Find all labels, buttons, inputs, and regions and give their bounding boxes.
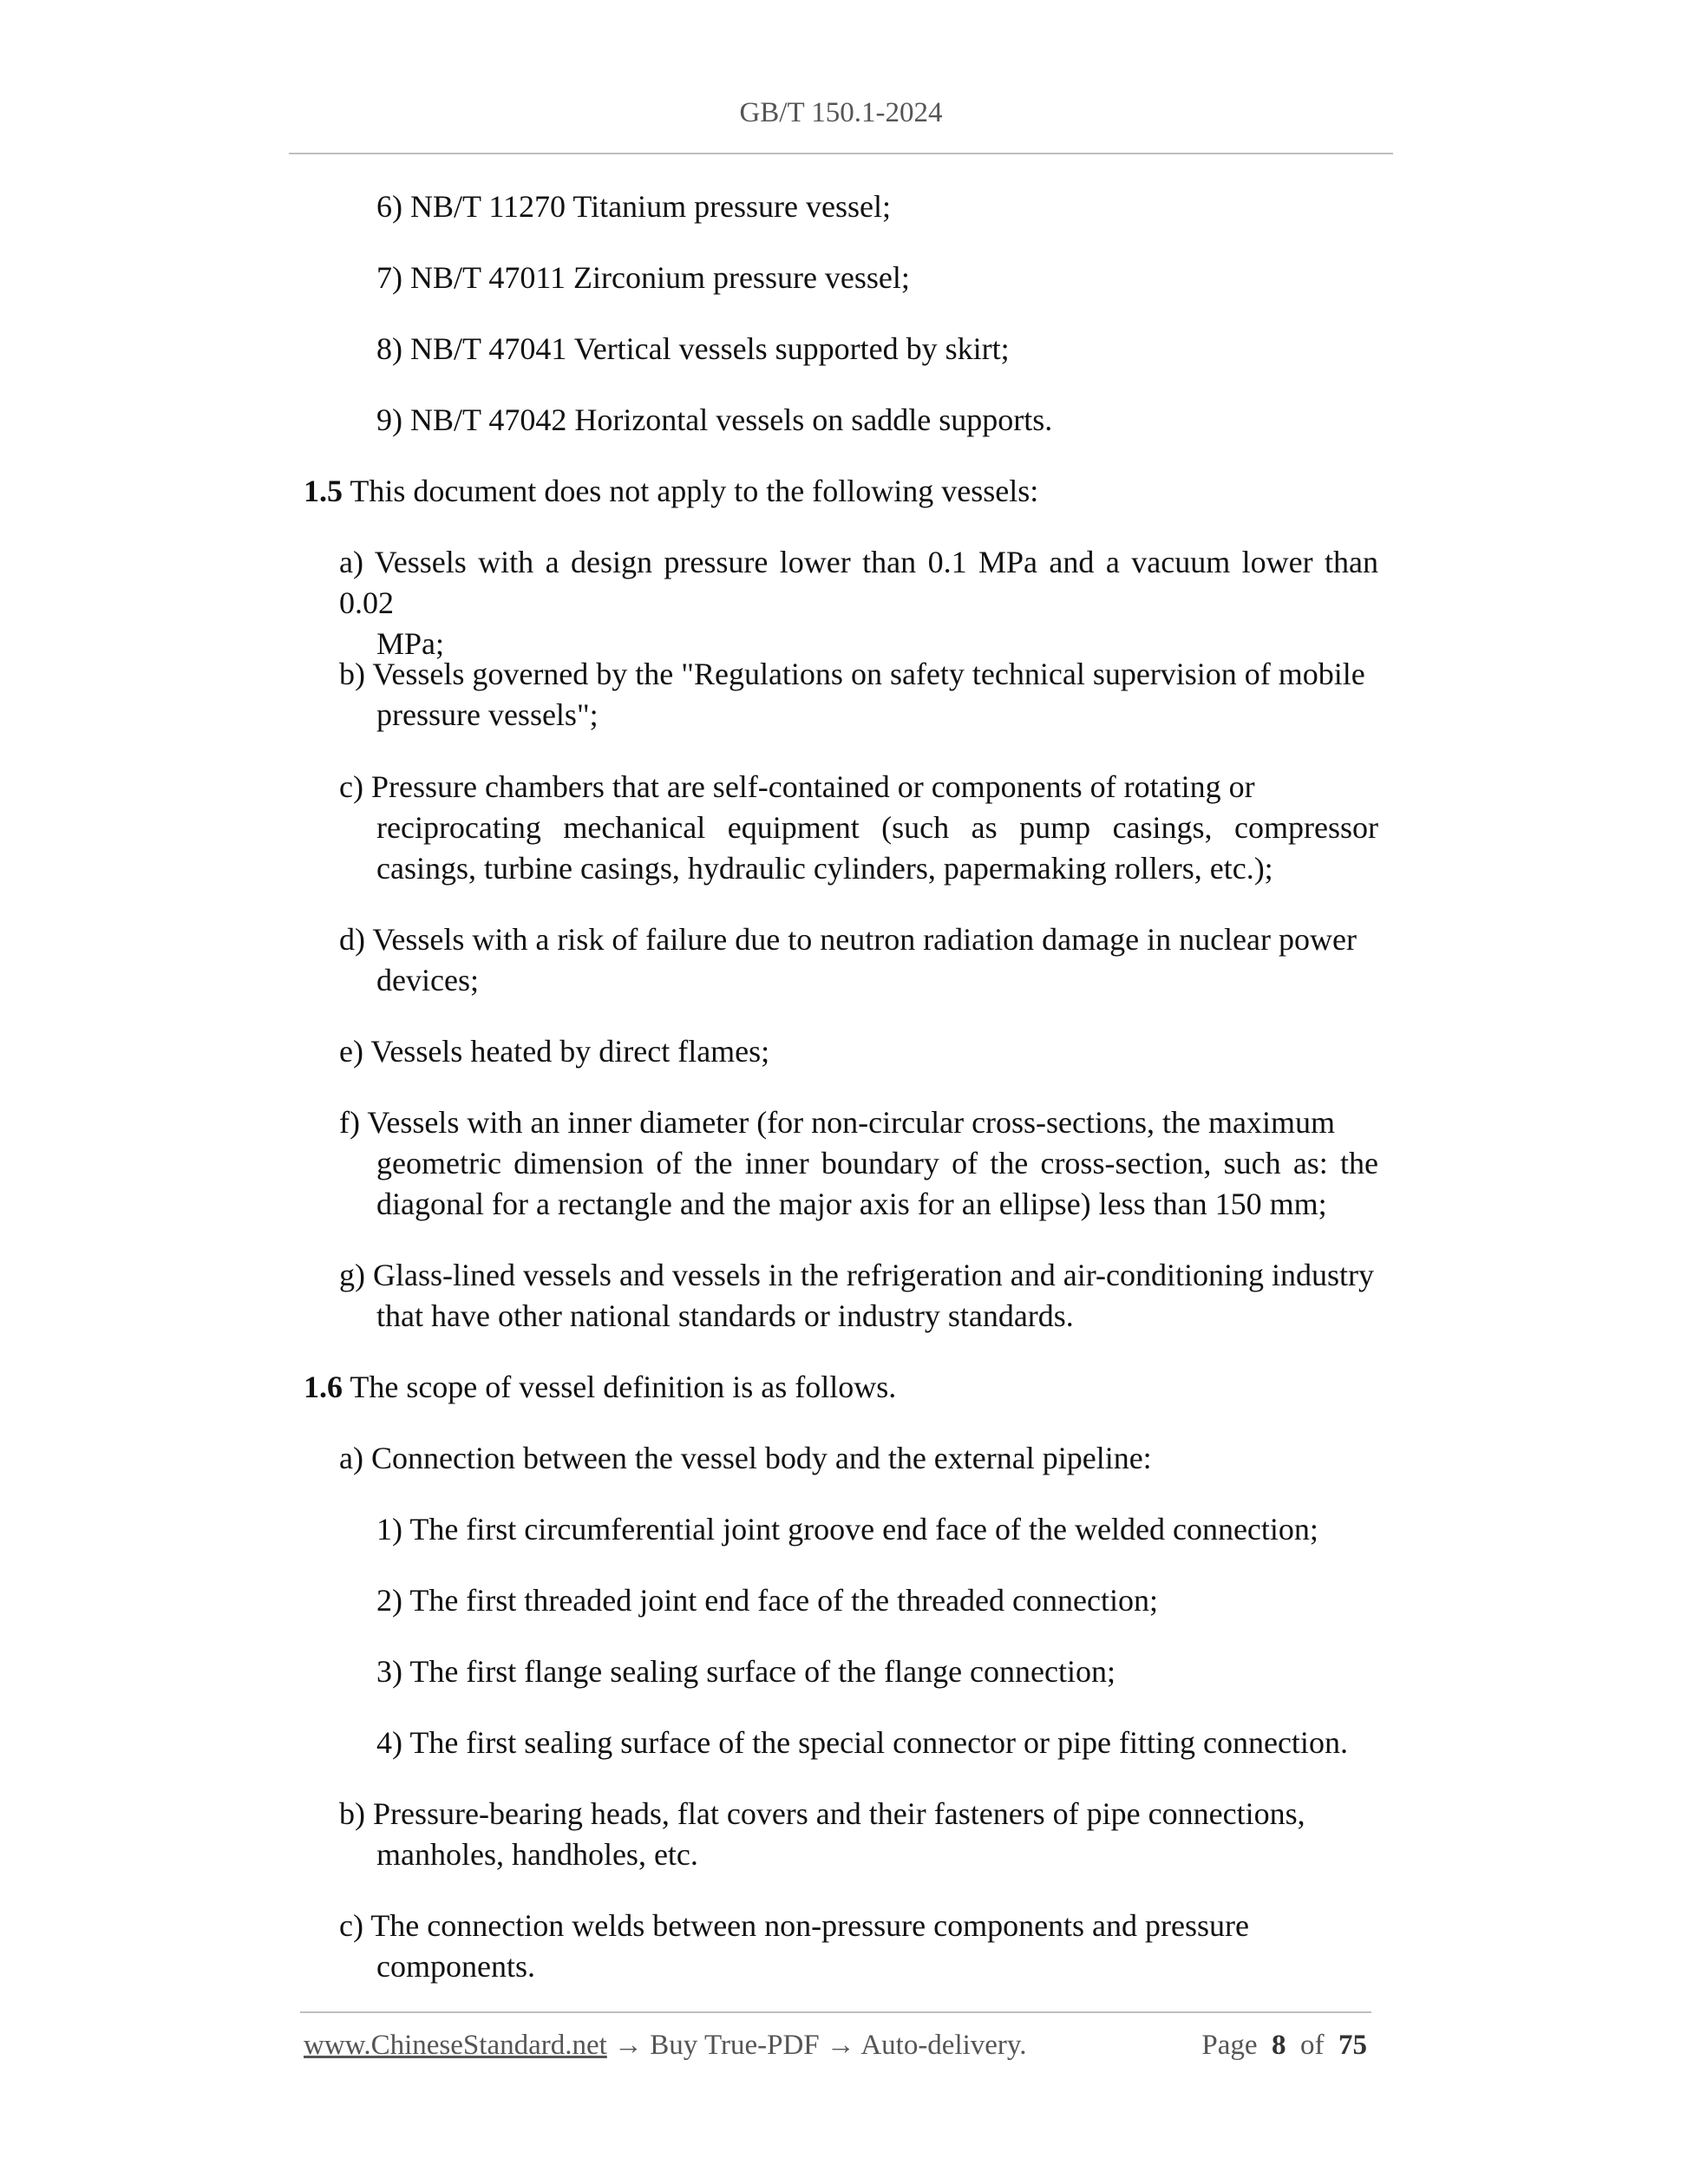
exclusion-item-b [339, 654, 1378, 736]
header-divider [289, 153, 1393, 154]
footer-divider [300, 2011, 1371, 2013]
item-first-line: g) Glass-lined vessels and vessels in the refrigeration and air-conditioning industry [339, 1258, 1374, 1292]
item-first-line: b) Vessels governed by the "Regulations on safety technical supervision of mobile [339, 657, 1365, 691]
footer-promo [304, 2030, 1027, 2062]
of-label: of [1300, 2030, 1325, 2061]
exclusion-item-f [339, 1102, 1378, 1225]
list-item: 7) NB/T 47011 Zirconium pressure vessel; [376, 260, 910, 295]
scope-item-b [339, 1794, 1378, 1875]
item-continuation: geometric dimension of the inner boundary of the cross-section, such as: the diagonal for a rectangle and the major axis for an ellipse) less than 150 mm; [376, 1146, 1378, 1221]
section-text: The scope of vessel definition is as follows. [343, 1370, 897, 1404]
item-continuation: reciprocating mechanical equipment (such as pump casings, compressor casings, turbine casings, hydraulic cylinders, papermaking rollers, etc.); [376, 810, 1378, 886]
section-1-5-heading [304, 471, 1038, 512]
exclusion-item-d [339, 919, 1378, 1001]
list-item: 6) NB/T 11270 Titanium pressure vessel; [376, 189, 891, 224]
list-item: 8) NB/T 47041 Vertical vessels supported by skirt; [376, 331, 1010, 366]
exclusion-item-a [339, 542, 1378, 664]
exclusion-item-c [339, 767, 1378, 889]
item-first-line: b) Pressure-bearing heads, flat covers and their fasteners of pipe connections, [339, 1796, 1305, 1831]
item-continuation: that have other national standards or industry standards. [376, 1298, 1074, 1333]
section-1-6-heading [304, 1367, 896, 1408]
scope-item-c [339, 1906, 1378, 1987]
arrow-icon: → [819, 2030, 861, 2061]
section-text: This document does not apply to the following vessels: [343, 474, 1039, 508]
item-continuation: manholes, handholes, etc. [376, 1837, 698, 1872]
website-link[interactable]: www.ChineseStandard.net [304, 2030, 607, 2061]
scope-subitem: 3) The first flange sealing surface of the flange connection; [376, 1654, 1116, 1689]
scope-subitem: 2) The first threaded joint end face of the threaded connection; [376, 1583, 1158, 1618]
arrow-icon: → [606, 2030, 651, 2061]
exclusion-item-g [339, 1255, 1378, 1337]
item-first-line: f) Vessels with an inner diameter (for non-circular cross-sections, the maximum [339, 1105, 1335, 1140]
item-first-line: d) Vessels with a risk of failure due to neutron radiation damage in nuclear power [339, 922, 1357, 957]
exclusion-item-e [339, 1031, 1378, 1072]
page-header-title: GB/T 150.1-2024 [739, 97, 943, 128]
item-first-line: c) The connection welds between non-pressure components and pressure [339, 1908, 1249, 1943]
item-continuation: MPa; [376, 626, 445, 661]
delivery-text: Auto-delivery. [860, 2030, 1027, 2061]
scope-subitem: 1) The first circumferential joint groove end face of the welded connection; [376, 1512, 1318, 1546]
current-page: 8 [1272, 2030, 1286, 2061]
total-pages: 75 [1338, 2030, 1367, 2061]
item-continuation: components. [376, 1949, 535, 1984]
page-number [1201, 2030, 1367, 2062]
list-item: 9) NB/T 47042 Horizontal vessels on saddle supports. [376, 402, 1053, 437]
item-continuation: pressure vessels"; [376, 697, 599, 732]
item-first-line: e) Vessels heated by direct flames; [339, 1034, 770, 1069]
scope-item-a: a) Connection between the vessel body and the external pipeline: [339, 1441, 1152, 1475]
page-label: Page [1201, 2030, 1258, 2061]
scope-subitem: 4) The first sealing surface of the special connector or pipe fitting connection. [376, 1725, 1348, 1760]
section-number: 1.5 [304, 474, 343, 508]
item-first-line: c) Pressure chambers that are self-contained or components of rotating or [339, 769, 1255, 804]
section-number: 1.6 [304, 1370, 343, 1404]
item-first-line: a) Vessels with a design pressure lower than 0.1 MPa and a vacuum lower than 0.02 [339, 545, 1378, 620]
buy-pdf-text: Buy True-PDF [650, 2030, 820, 2061]
item-continuation: devices; [376, 963, 479, 997]
